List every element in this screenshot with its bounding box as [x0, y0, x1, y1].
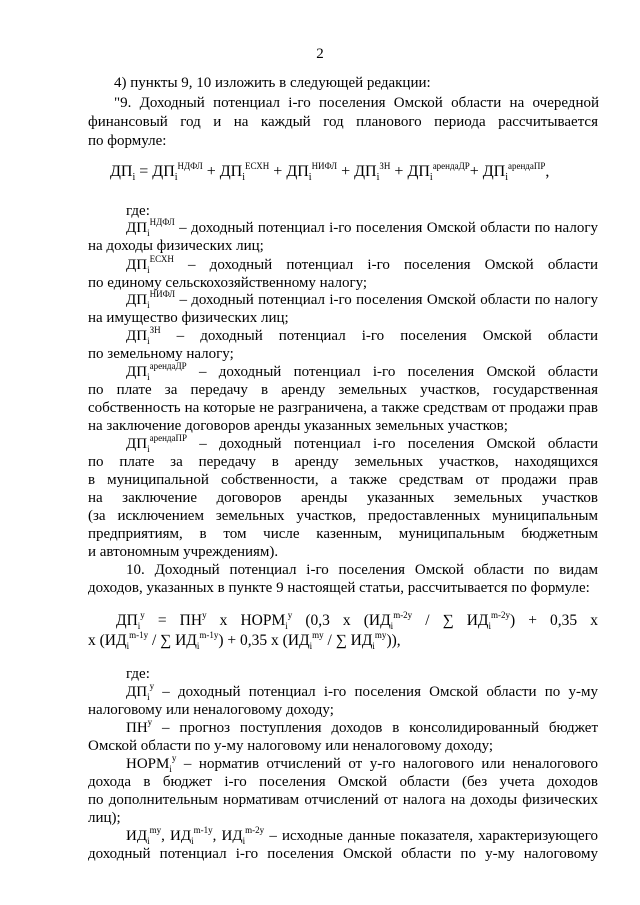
text-line: на заключение договоров аренды указанных земельных участков;	[88, 418, 508, 434]
text-line: по плате за передачу в аренду земельных участков, находящихся	[88, 454, 598, 470]
text-line: по плате за передачу в аренду земельных участков, государственная	[88, 382, 598, 398]
text-line: 4) пункты 9, 10 изложить в следующей редакции:	[114, 75, 431, 91]
text-line: по формуле:	[88, 133, 167, 149]
definition-id: $ИД_i^{my}$, $ИД_i^{m-1y}$, $ИД_i^{m-2y}$ – исходные данные показателя, характеризующего	[126, 825, 598, 846]
text-line: на доходы физических лиц;	[88, 238, 264, 254]
formula-dp-sum: $ДП_i = ДП_i^{НДФЛ} + ДП_i^{ЕСХН} + ДП_i^{НИФЛ} + ДП_i^{ЗН} + ДП_i^{арендаДР}+ ДП_i^{арендаПР}$,	[110, 160, 550, 184]
text-line: дохода в бюджет i-го поселения Омской области (без учета доходов	[88, 774, 598, 790]
text-line: лиц);	[88, 810, 121, 826]
definition-dp-y: $ДП_i^y$ – доходный потенциал i-го поселения Омской области по y-му	[126, 681, 598, 702]
text-line: предприятиям, в том числе казенным, муниципальным бюджетным	[88, 526, 598, 542]
formula-dp-y-line1: $ДП_i^y = ПН^y$ x $НОРМ_i^y$ (0,3 x ($ИД_i^{m-2y}$ / ∑ $ИД_i^{m-2y}) + 0,35$ x	[116, 609, 598, 632]
formula-dp-y-line2: x ($ИД_i^{m-1y}$ / ∑ $ИД_i^{m-1y}) + 0,35$ x ($ИД_i^{my}$ / ∑ $ИД_i^{my}$)),	[88, 629, 401, 652]
text-line: Омской области по y-му налоговому или неналоговому доходу;	[88, 738, 494, 754]
text-span: "9. Доходный потенциал i-го поселения Омской области на очередной	[114, 95, 599, 111]
text-line: на имущество физических лиц;	[88, 310, 289, 326]
text-line: по дополнительным нормативам отчислений от налога на доходы физических	[88, 792, 598, 808]
text-line: 10. Доходный потенциал i-го поселения Омской области по видам	[126, 562, 598, 578]
definition-ndfl: $ДП_i^{НДФЛ}$ – доходный потенциал i-го поселения Омской области по налогу	[126, 217, 598, 238]
text-line: (за исключением земельных участков, предоставленных муниципальным	[88, 508, 598, 524]
text-line: доходный потенциал i-го поселения Омской области по y-му налоговому	[88, 846, 598, 862]
definition-nifl: $ДП_i^{НИФЛ}$ – доходный потенциал i-го поселения Омской области по налогу	[126, 289, 598, 310]
text-line: в муниципальной собственности, а также средствам от продажи прав	[88, 472, 598, 488]
text-line: где:	[126, 203, 150, 219]
definition-zn: $ДП_i^{ЗН}$ – доходный потенциал i-го поселения Омской области	[126, 325, 598, 346]
text-line: налоговому или неналоговому доходу;	[88, 702, 334, 718]
definition-arpr: $ДП_i^{арендаПР}$ – доходный потенциал i-го поселения Омской области	[126, 433, 598, 454]
definition-pn-y: $ПН^y$ – прогноз поступления доходов в консолидированный бюджет	[126, 717, 598, 736]
text-line: по единому сельскохозяйственному налогу;	[88, 275, 368, 291]
text-line: собственность на которые не разграничена, а также средствам от продажи прав	[88, 400, 598, 416]
page-number: 2	[316, 46, 324, 62]
text-line: на заключение договоров аренды указанных земельных участков	[88, 490, 598, 506]
definition-norm: $НОРМ_i^y$ – норматив отчислений от y-го налогового или неналогового	[126, 753, 598, 774]
text-line	[114, 95, 599, 112]
text-line: где:	[126, 666, 150, 682]
text-line: и автономным учреждениям).	[88, 544, 279, 560]
text-line: доходов, указанных в пункте 9 настоящей статьи, рассчитывается по формуле:	[88, 580, 590, 596]
definition-ardr: $ДП_i^{арендаДР}$ – доходный потенциал i-го поселения Омской области	[126, 361, 598, 382]
text-line: по земельному налогу;	[88, 346, 234, 362]
definition-eskhn: $ДП_i^{ЕСХН}$ – доходный потенциал i-го поселения Омской области	[126, 254, 598, 275]
text-line: финансовый год и на каждый год планового периода рассчитывается	[88, 114, 598, 130]
